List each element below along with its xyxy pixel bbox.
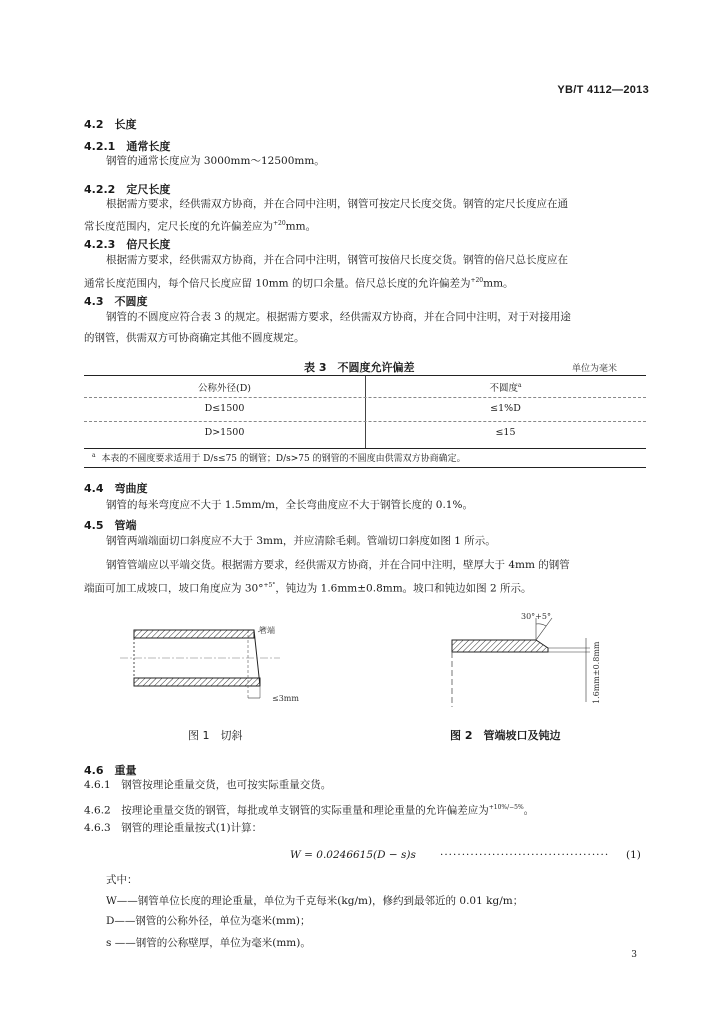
section-4-2-2-text-line1: 根据需方要求，经供需双方协商，并在合同中注明，钢管可按定尺长度交货。钢管的定尺长度应在通: [106, 198, 568, 210]
section-4-5-text-line2: 钢管管端应以平端交货。根据需方要求，经供需双方协商，并在合同中注明，壁厚大于 4mm 的钢管: [106, 559, 570, 571]
section-4-2-2-title: 4.2.2 定尺长度: [84, 183, 171, 196]
tolerance-superscript: +5°: [263, 582, 276, 589]
table-note-rule: [84, 448, 646, 449]
figure-2-label-angle: 30°+5°: [521, 612, 551, 621]
table-3-caption: 表 3 不圆度允许偏差: [304, 361, 415, 374]
where-label: 式中：: [106, 874, 138, 886]
section-4-2-1-text: 钢管的通常长度应为 3000mm～12500mm。: [106, 155, 325, 167]
section-4-4-text: 钢管的每米弯度应不大于 1.5mm/m，全长弯曲度应不大于钢管长度的 0.1%。: [106, 499, 473, 511]
table-3-unit: 单位为毫米: [572, 364, 618, 374]
figure-2-label-dimension: 1.6mm±0.8mm: [592, 641, 601, 704]
section-4-4-title: 4.4 弯曲度: [84, 482, 148, 495]
page-number: 3: [631, 950, 637, 960]
section-4-2-title: 4.2 长度: [84, 118, 137, 131]
section-4-5-text-line1: 钢管两端端面切口斜度应不大于 3mm，并应清除毛刺。管端切口斜度如图 1 所示。: [106, 535, 496, 547]
table-row-2-diameter: D>1500: [204, 427, 245, 438]
section-4-6-3-text: 4.6.3 钢管的理论重量按式(1)计算：: [84, 822, 263, 834]
formula-leader-dots: ·······································: [440, 849, 610, 861]
section-4-6-title: 4.6 重量: [84, 764, 137, 777]
section-4-2-3-text-line2: 通常长度范围内，每个倍尺长度应留 10mm 的切口余量。倍尺总长度的允许偏差为$^{+20}$mm。: [84, 277, 514, 290]
section-4-6-2-text: 4.6.2 按理论重量交货的钢管，每批或单支钢管的实际重量和理论重量的允许偏差应为$^{+10\%/-5\%}$。: [84, 804, 535, 817]
table-row-1-ovality: ≤1%D: [490, 403, 521, 414]
formula: W = 0.0246615(D − s)s: [290, 849, 416, 861]
table-row-1-diameter: D≤1500: [204, 403, 245, 414]
section-4-2-2-text-line2: 常长度范围内，定尺长度的允许偏差应为$^{+20}$mm。: [84, 220, 317, 233]
section-4-2-3-text-line1: 根据需方要求，经供需双方协商，并在合同中注明，钢管可按倍尺长度交货。钢管的倍尺总长度应在: [106, 254, 568, 266]
figure-2-bevel-drawing: [440, 612, 610, 712]
section-4-5-title: 4.5 管端: [84, 519, 137, 532]
section-4-6-1-text: 4.6.1 钢管按理论重量交货，也可按实际重量交货。: [84, 779, 332, 791]
section-4-3-text-line2: 的钢管，供需双方可协商确定其他不圆度规定。: [84, 332, 305, 344]
section-4-3-text-line1: 钢管的不圆度应符合表 3 的规定。根据需方要求，经供需双方协商，并在合同中注明，对于对接用途: [106, 311, 571, 323]
standard-number: YB/T 4112—2013: [557, 84, 649, 96]
section-4-5-text-line3: 端面可加工成坡口，坡口角度应为 30°$^{+5^\circ}$，钝边为 1.6mm±0.8mm。坡口和钝边如图 2 所示。: [84, 582, 532, 595]
tolerance-superscript: +20: [470, 277, 484, 284]
definition-d: D——钢管的公称外径，单位为毫米(mm)；: [106, 915, 311, 927]
definition-w: W——钢管单位长度的理论重量，单位为千克每米(kg/m)，修约到最邻近的 0.01 kg/m；: [106, 895, 524, 907]
section-4-3-title: 4.3 不圆度: [84, 295, 148, 308]
formula-number: (1): [626, 849, 641, 861]
tolerance-superscript: +20: [273, 220, 286, 227]
table-row-divider: [84, 421, 646, 422]
figure-1-label-dimension: ≤3mm: [272, 694, 299, 703]
table-bottom-rule: [84, 467, 646, 468]
definition-s: s ——钢管的公称壁厚，单位为毫米(mm)。: [106, 937, 311, 949]
section-4-2-1-title: 4.2.1 通常长度: [84, 140, 171, 153]
table-row-2-ovality: ≤15: [495, 427, 516, 438]
table-header-divider: [84, 397, 646, 398]
section-4-2-3-title: 4.2.3 倍尺长度: [84, 238, 171, 251]
figure-1-label-pipe-end: 管端: [259, 626, 275, 635]
tolerance-superscript: +10%/−5%: [488, 804, 524, 811]
table-footnote: $^a$ 本表的不圆度要求适用于 D/s≤75 的钢管；D/s>75 的钢管的不圆度由供需双方协商确定。: [92, 452, 466, 464]
table-header-ovality: 不圆度$^a$: [489, 381, 522, 394]
figure-2-caption: 图 2 管端坡口及钝边: [450, 729, 561, 742]
figure-1-caption: 图 1 切斜: [188, 729, 243, 742]
table-header-diameter: 公称外径(D): [197, 383, 252, 394]
